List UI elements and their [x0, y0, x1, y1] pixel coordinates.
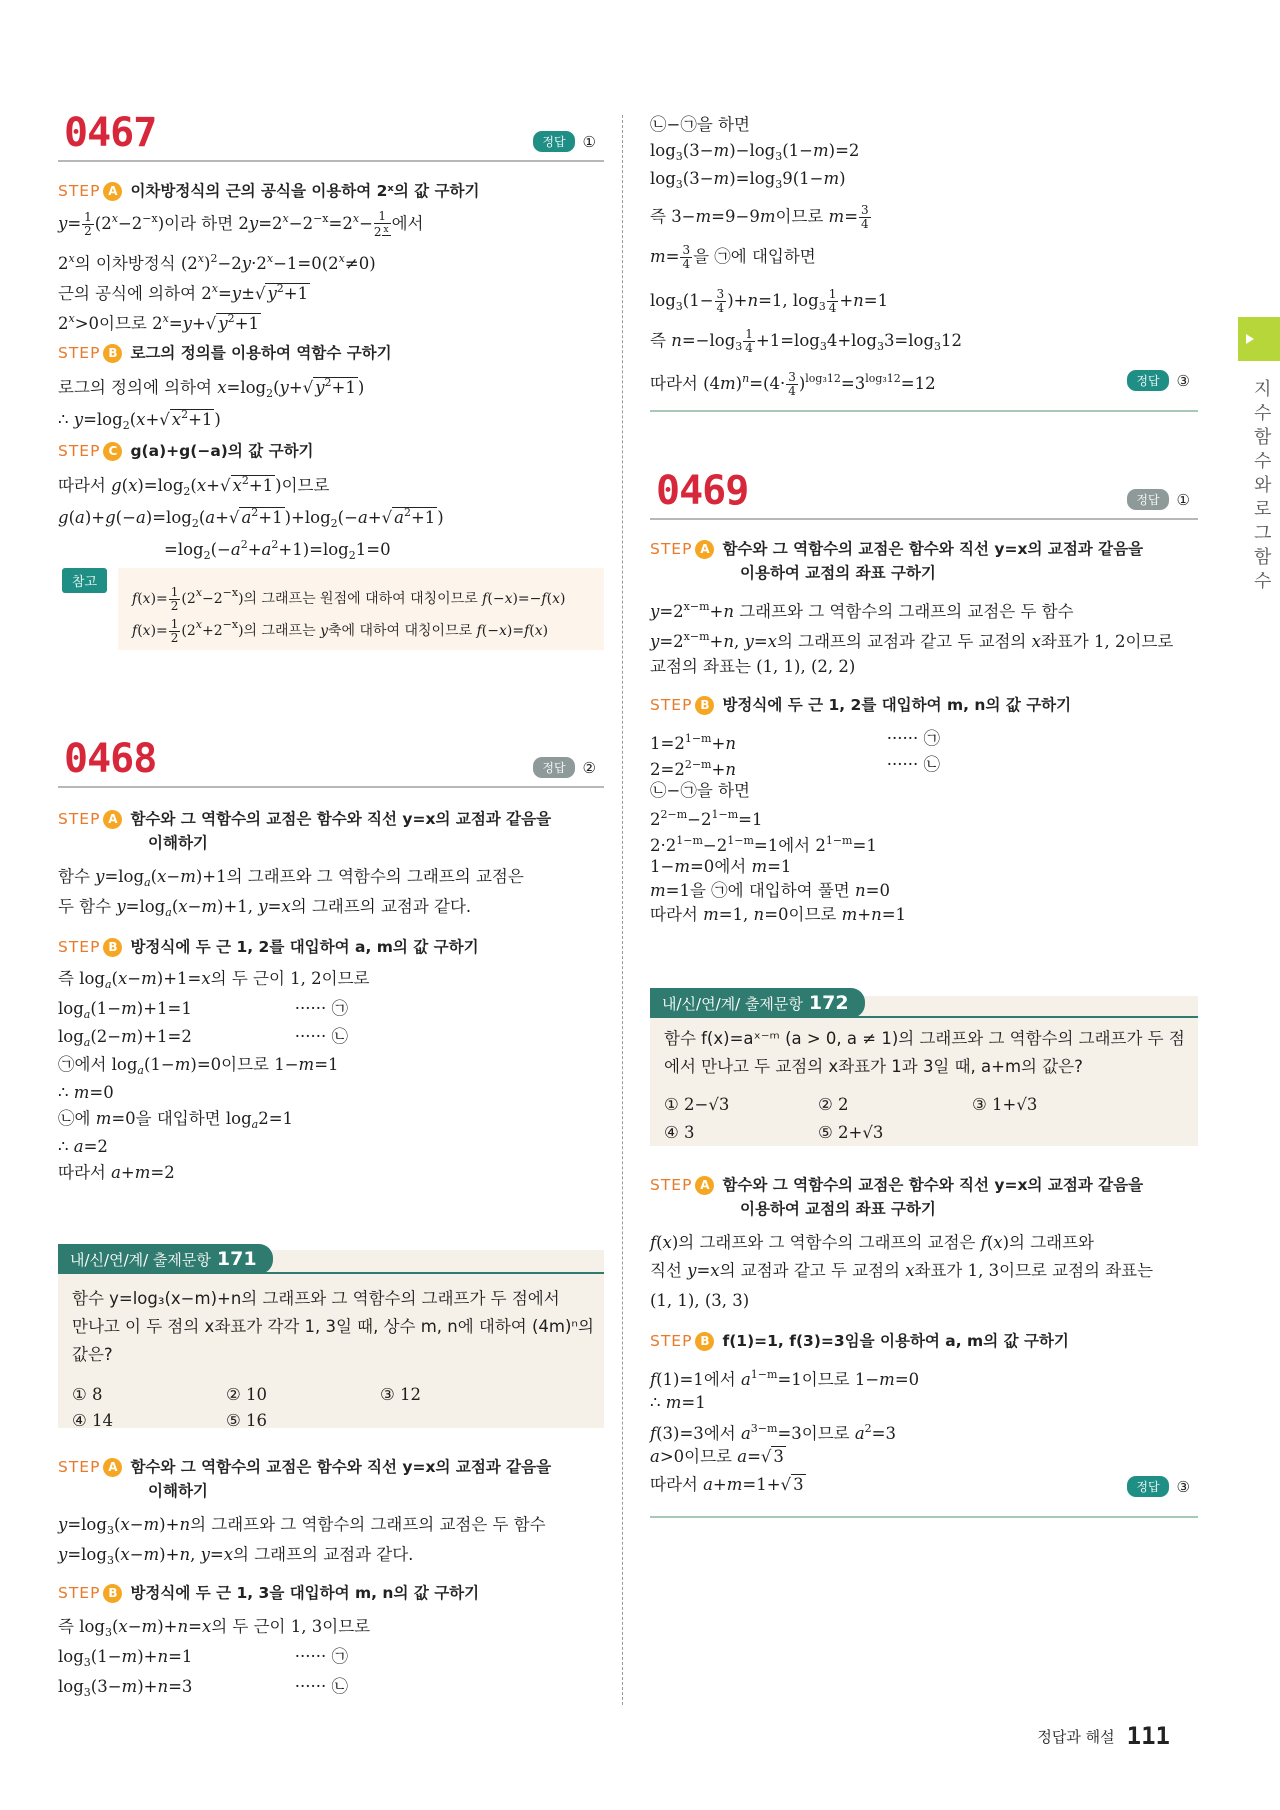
- footer-label: 정답과 해설: [1037, 1728, 1115, 1746]
- column-divider: [622, 115, 623, 1705]
- answer-badge: 정답 ①: [533, 131, 596, 152]
- math-line: $g(a)+g(-a)=\log_2(a+√$ $a^2+1$ )$+\log_2(-a+√$ $a^2+1$ ): [58, 506, 444, 530]
- math-line: $2^{2-m}-2^{1-m}=1$: [650, 808, 763, 829]
- math-line: ㉠에서 $\log_a(1-m)=0$이므로 1−m=1: [58, 1055, 339, 1077]
- problem-number: 0468: [64, 736, 157, 782]
- naesin-171-header: 내/신/연/계/ 출제문항 171: [58, 1244, 604, 1274]
- step-a-heading-cont: 이해하기: [148, 834, 208, 852]
- question-box-171: [58, 1250, 604, 1428]
- step-a-heading: STEP A 함수와 그 역함수의 교점은 함수와 직선 y=x의 교점과 같음을: [58, 1458, 552, 1476]
- math-line: 따라서 m=1, n=0이므로 m+n=1: [650, 905, 907, 924]
- math-line: $2\cdot 2^{1-m}-2^{1-m}=1$에서 $2^{1-m}=1$: [650, 834, 877, 855]
- chapter-side-text: 지수함수와로그함수: [1254, 379, 1272, 592]
- math-line: ∴ a=2: [58, 1137, 108, 1156]
- step-a-heading-cont: 이용하여 교점의 좌표 구하기: [740, 564, 936, 582]
- math-line: 근의 공식에 의하여 $2^x=y\pm√$ $y^2+1$: [58, 282, 309, 303]
- step-a-heading-cont: 이용하여 교점의 좌표 구하기: [740, 1200, 936, 1218]
- math-line: 따라서 a+m=1+√ 3: [650, 1475, 804, 1494]
- math-line: 즉 $n=-\log_3$ $\frac{1}{4}$ $+1=\log_34+\log_33=\log_312$: [650, 327, 963, 355]
- choice: ④ 3: [664, 1123, 695, 1142]
- math-line: $\log_3(3-m)=\log_39(1-m)$: [650, 169, 846, 191]
- math-line: $\log_3(1-$ $\frac{3}{4}$ )+n=1, $\log_3$ $\frac{1}{4}$ +n=1: [650, 287, 889, 315]
- math-line: $\log_3(3-m)+n=3$ ······ ㉡: [58, 1677, 348, 1699]
- math-line: $\log_a(2-m)+1=2$ ······ ㉡: [58, 1027, 348, 1049]
- question-text: 함수 y=log₃(x−m)+n의 그래프와 그 역함수의 그래프가 두 점에서: [72, 1289, 560, 1308]
- math-line: ㉡−㉠을 하면: [650, 781, 750, 800]
- math-line: $y=2^{x-m}+n$ 그래프와 그 역함수의 그래프의 교점은 두 함수: [650, 600, 1074, 621]
- math-line: 함수 $y=\log_a(x-m)+1$의 그래프와 그 역함수의 그래프의 교점은: [58, 867, 524, 889]
- step-b-heading: STEP B 방정식에 두 근 1, 2를 대입하여 a, m의 값 구하기: [58, 938, 479, 956]
- math-line: 따라서 $g(x)=\log_2(x+√$ $x^2+1$ )이므로: [58, 474, 330, 498]
- choice: ① 8: [72, 1385, 103, 1404]
- math-line: ∴ m=1: [650, 1393, 706, 1412]
- problem-number: 0467: [64, 110, 157, 156]
- problem-0469-header: [650, 470, 1198, 520]
- math-line: (1, 1), (3, 3): [650, 1291, 750, 1310]
- question-text: 에서 만나고 두 교점의 x좌표가 1과 3일 때, a+m의 값은?: [664, 1057, 1083, 1076]
- problem-number: 0469: [656, 468, 749, 514]
- step-c-heading: STEP C g(a)+g(−a)의 값 구하기: [58, 442, 314, 460]
- step-a-heading: STEP A 이차방정식의 근의 공식을 이용하여 2ˣ의 값 구하기: [58, 182, 480, 200]
- page-number: 111: [1126, 1722, 1170, 1750]
- choice: ⑤ 16: [226, 1411, 268, 1430]
- question-text: 만나고 이 두 점의 x좌표가 각각 1, 3일 때, 상수 m, n에 대하여 (4m)ⁿ의: [72, 1317, 594, 1336]
- choice: ① 2−√3: [664, 1095, 730, 1114]
- math-line: 2$^x$의 이차방정식 $(2^x)^2-2y\cdot 2^x-1=0(2^x\ne 0)$: [58, 252, 376, 273]
- math-line: 즉 $\log_3(x-m)+n=x$의 두 근이 1, 3이므로: [58, 1617, 371, 1639]
- note-line: f(x)= $\frac{1}{2}$ $(2^x+2^{-x})$의 그래프는 y축에 대하여 대칭이므로 f(−x)=f(x): [132, 616, 549, 645]
- step-a-heading: STEP A 함수와 그 역함수의 교점은 함수와 직선 y=x의 교점과 같음을: [650, 540, 1144, 558]
- math-line: $2=2^{2-m}+n$ ······ ㉡: [650, 755, 940, 779]
- math-line: a>0이므로 a=√ 3: [650, 1447, 784, 1466]
- math-line: 즉 3−m=9−9m이므로 m= $\frac{3}{4}$: [650, 203, 869, 231]
- answer-badge: 정답 ①: [1127, 489, 1190, 510]
- step-a-heading-cont: 이해하기: [148, 1482, 208, 1500]
- math-line: f(3)=3에서 $a^{3-m}=3$이므로 $a^2=3$: [650, 1422, 896, 1443]
- step-b-heading: STEP B 로그의 정의를 이용하여 역함수 구하기: [58, 344, 392, 362]
- math-line: 두 함수 $y=\log_a(x-m)+1$, y=x의 그래프의 교점과 같다.: [58, 897, 472, 919]
- choice: ④ 14: [72, 1411, 114, 1430]
- answer-badge: 정답 ③: [1127, 370, 1190, 391]
- choice: ② 2: [818, 1095, 849, 1114]
- math-line: f(x)의 그래프와 그 역함수의 그래프의 교점은 f(x)의 그래프와: [650, 1233, 1094, 1252]
- math-line: $y=2^{x-m}+n$, y=x의 그래프의 교점과 같고 두 교점의 x좌표가 1, 2이므로: [650, 630, 1174, 651]
- math-line: y= $\frac{1}{2}$ $(2^x-2^{-x})$이라 하면 $2y=2^x-2^{-x}=2^x-$ $\frac{1}{2 ^x}$ 에서: [58, 209, 424, 239]
- math-line: $2^x>0$이므로 $2^x=y+√$ $y^2+1$: [58, 312, 259, 333]
- choice: ⑤ 2+√3: [818, 1123, 884, 1142]
- step-b-heading: STEP B 방정식에 두 근 1, 3을 대입하여 m, n의 값 구하기: [58, 1584, 480, 1602]
- math-line: m= $\frac{3}{4}$ 을 ㉠에 대입하면: [650, 243, 816, 271]
- section-end-line: [650, 410, 1198, 412]
- math-line: $\log_a(1-m)+1=1$ ······ ㉠: [58, 999, 348, 1021]
- answer-badge: 정답 ③: [1127, 1476, 1190, 1497]
- question-text: 값은?: [72, 1345, 113, 1364]
- naesin-172-header: 내/신/연/계/ 출제문항 172: [650, 988, 1198, 1018]
- math-line: m=1을 ㉠에 대입하여 풀면 n=0: [650, 881, 890, 900]
- math-line: f(1)=1에서 $a^{1-m}=1$이므로 1−m=0: [650, 1368, 920, 1389]
- math-line: $y=\log_3(x-m)+n$, y=x의 그래프의 교점과 같다.: [58, 1545, 414, 1567]
- math-line: 1−m=0에서 m=1: [650, 857, 792, 876]
- choice: ③ 1+√3: [972, 1095, 1038, 1114]
- math-line: ∴ m=0: [58, 1083, 114, 1102]
- math-line: ∴ $y=\log_2(x+√$ $x^2+1$ ): [58, 408, 221, 432]
- math-line: $\log_3(1-m)+n=1$ ······ ㉠: [58, 1647, 348, 1669]
- step-a-heading: STEP A 함수와 그 역함수의 교점은 함수와 직선 y=x의 교점과 같음을: [58, 810, 552, 828]
- step-b-heading: STEP B f(1)=1, f(3)=3임을 이용하여 a, m의 값 구하기: [650, 1332, 1069, 1350]
- chapter-tab-arrow: [1238, 317, 1280, 361]
- math-line: 즉 $\log_a(x-m)+1=x$의 두 근이 1, 2이므로: [58, 969, 370, 991]
- math-line: $1=2^{1-m}+n$ ······ ㉠: [650, 729, 940, 753]
- math-line: 교점의 좌표는 (1, 1), (2, 2): [650, 657, 856, 676]
- math-line: ㉡−㉠을 하면: [650, 115, 750, 134]
- math-line: 따라서 $(4m)^n=(4\cdot$ $\frac{3}{4}$ )$^{log_312}=3^{log_312}=12$: [650, 370, 936, 398]
- math-line: $\log_3(3-m)-\log_3(1-m)=2$: [650, 141, 860, 163]
- problem-0468-header: [58, 738, 604, 788]
- section-end-line: [650, 1516, 1198, 1518]
- note-line: f(x)= $\frac{1}{2}$ $(2^x-2^{-x})$의 그래프는 원점에 대하여 대칭이므로 f(−x)=−f(x): [132, 584, 566, 613]
- math-line: 따라서 a+m=2: [58, 1163, 175, 1182]
- answer-badge: 정답 ②: [533, 757, 596, 778]
- math-line: $=\log_2(-a^2+a^2+1)=\log_21=0$: [164, 538, 391, 562]
- math-line: 로그의 정의에 의하여 $x=\log_2(y+√$ $y^2+1$ ): [58, 376, 365, 400]
- note-tag: 참고: [62, 568, 107, 593]
- question-text: 함수 f(x)=aˣ⁻ᵐ (a > 0, a ≠ 1)의 그래프와 그 역함수의 그래프가 두 점: [664, 1029, 1185, 1048]
- math-line: ㉡에 m=0을 대입하면 $\log_a2=1$: [58, 1109, 294, 1131]
- choice: ② 10: [226, 1385, 268, 1404]
- step-a-heading: STEP A 함수와 그 역함수의 교점은 함수와 직선 y=x의 교점과 같음을: [650, 1176, 1144, 1194]
- math-line: $y=\log_3(x-m)+n$의 그래프와 그 역함수의 그래프의 교점은 두 함수: [58, 1515, 546, 1537]
- step-b-heading: STEP B 방정식에 두 근 1, 2를 대입하여 m, n의 값 구하기: [650, 696, 1072, 714]
- problem-0467-header: [58, 112, 604, 162]
- math-line: 직선 y=x의 교점과 같고 두 교점의 x좌표가 1, 3이므로 교점의 좌표는: [650, 1261, 1154, 1280]
- choice: ③ 12: [380, 1385, 422, 1404]
- page-footer: [1037, 1722, 1170, 1750]
